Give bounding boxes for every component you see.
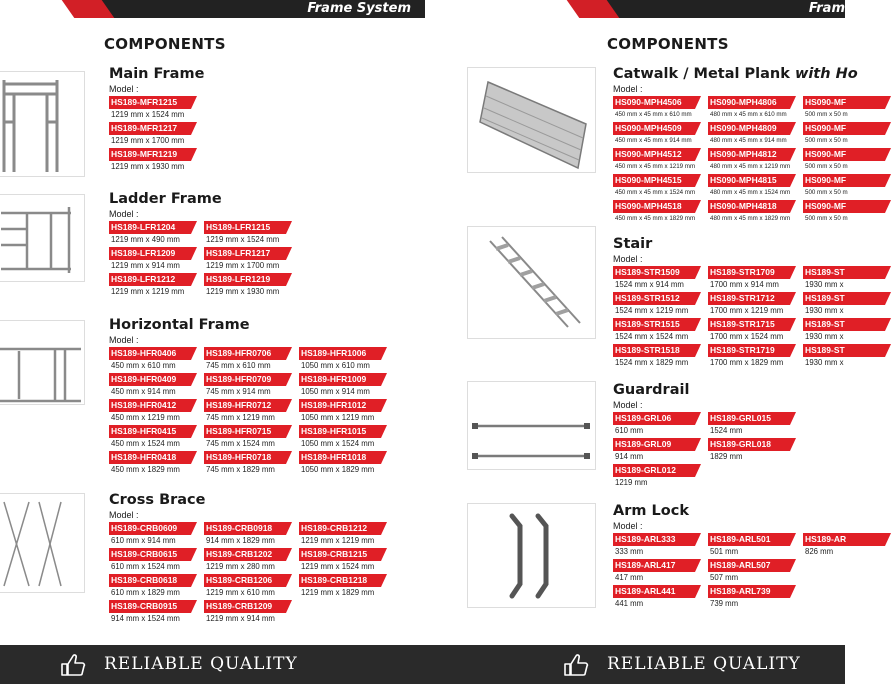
model-code: HS189-MFR1217 xyxy=(109,122,191,135)
model-entry xyxy=(109,96,199,122)
model-code: HS090-MPH4509 xyxy=(613,122,695,135)
model-dimension: 1700 mm x 914 mm xyxy=(710,280,779,289)
model-code: HS189-ARL507 xyxy=(708,559,790,572)
model-dimension: 745 mm x 1219 mm xyxy=(206,413,275,422)
model-entry xyxy=(708,200,798,226)
model-entry xyxy=(803,122,848,148)
model-label: Model : xyxy=(613,521,643,531)
model-entry xyxy=(613,412,703,438)
model-dimension: 1219 mm x 1524 mm xyxy=(301,562,375,571)
model-code: HS189-STR1709 xyxy=(708,266,790,279)
model-entry xyxy=(109,451,199,477)
model-dimension: 450 mm x 914 mm xyxy=(111,387,176,396)
model-entry xyxy=(299,548,389,574)
model-entry xyxy=(613,292,703,318)
model-code: HS189-HFR1006 xyxy=(299,347,381,360)
model-code: HS189-GRL015 xyxy=(708,412,790,425)
model-entry xyxy=(803,174,848,200)
model-entry xyxy=(708,438,798,464)
model-dimension: 1700 mm x 1829 mm xyxy=(710,358,784,367)
model-dimension: 826 mm xyxy=(805,547,834,556)
model-code: HS189-CRB0918 xyxy=(204,522,286,535)
model-dimension: 610 mm xyxy=(615,426,644,435)
model-entry xyxy=(708,344,798,370)
model-code: HS189-HFR0709 xyxy=(204,373,286,386)
page-heading: COMPONENTS xyxy=(104,35,226,53)
model-dimension: 500 mm x 50 m xyxy=(805,215,848,222)
model-entry xyxy=(708,174,798,200)
model-dimension: 500 mm x 50 m xyxy=(805,111,848,118)
model-code: HS189-HFR1012 xyxy=(299,399,381,412)
model-code: HS189-HFR1009 xyxy=(299,373,381,386)
model-entry xyxy=(708,292,798,318)
model-code: HS090-MF xyxy=(803,96,885,109)
model-dimension: 745 mm x 1524 mm xyxy=(206,439,275,448)
model-entry xyxy=(708,412,798,438)
model-dimension: 1219 mm x 1829 mm xyxy=(301,588,375,597)
banner-title: Frame System xyxy=(307,1,411,16)
banner-accent xyxy=(567,0,620,18)
model-dimension: 333 mm xyxy=(615,547,644,556)
model-code: HS189-STR1712 xyxy=(708,292,790,305)
model-code: HS090-MF xyxy=(803,148,885,161)
model-dimension: 450 mm x 1524 mm xyxy=(111,439,180,448)
section-title: Stair xyxy=(613,236,653,252)
thumbs-up-icon xyxy=(563,653,589,677)
model-code: HS189-CRB0915 xyxy=(109,600,191,613)
model-entry xyxy=(299,399,389,425)
model-code: HS189-LFR1212 xyxy=(109,273,191,286)
model-code: HS090-MPH4809 xyxy=(708,122,790,135)
section-arm-lock xyxy=(613,503,847,608)
model-dimension: 1050 mm x 610 mm xyxy=(301,361,370,370)
section-guardrail xyxy=(613,382,771,487)
model-dimension: 914 mm x 1829 mm xyxy=(206,536,275,545)
model-entry xyxy=(204,247,294,273)
section-metal-plank xyxy=(613,66,858,222)
model-dimension: 1700 mm x 1219 mm xyxy=(710,306,784,315)
model-dimension: 610 mm x 1524 mm xyxy=(111,562,180,571)
model-entry xyxy=(613,200,703,226)
model-entry xyxy=(204,273,294,299)
model-entry xyxy=(613,318,703,344)
model-dimension: 1219 mm x 1219 mm xyxy=(301,536,375,545)
model-code: HS189-HFR0712 xyxy=(204,399,286,412)
model-entry xyxy=(708,585,798,611)
model-entry xyxy=(613,344,703,370)
model-dimension: 1219 mm x 490 mm xyxy=(111,235,180,244)
model-code: HS189-CRB1218 xyxy=(299,574,381,587)
model-dimension: 500 mm x 50 m xyxy=(805,189,848,196)
model-code: HS189-STR1509 xyxy=(613,266,695,279)
model-dimension: 501 mm xyxy=(710,547,739,556)
model-code: HS090-MF xyxy=(803,200,885,213)
model-code: HS189-ST xyxy=(803,266,885,279)
model-entry xyxy=(613,438,703,464)
model-code: HS189-CRB1206 xyxy=(204,574,286,587)
footer-slogan: RELIABLE QUALITY xyxy=(104,654,298,674)
model-code: HS189-STR1715 xyxy=(708,318,790,331)
model-dimension: 1930 mm x xyxy=(805,306,844,315)
model-entry xyxy=(613,96,703,122)
model-code: HS189-HFR0406 xyxy=(109,347,191,360)
model-dimension: 1219 mm xyxy=(615,478,648,487)
metal-plank-image xyxy=(467,67,596,173)
model-code: HS189-GRL06 xyxy=(613,412,695,425)
model-entry xyxy=(613,559,703,585)
left-footer xyxy=(0,645,422,684)
model-dimension: 500 mm x 50 m xyxy=(805,137,848,144)
model-code: HS189-CRB0609 xyxy=(109,522,191,535)
model-dimension: 1524 mm x 1524 mm xyxy=(615,332,689,341)
model-dimension: 1700 mm x 1524 mm xyxy=(710,332,784,341)
model-code: HS189-LFR1219 xyxy=(204,273,286,286)
model-dimension: 450 mm x 610 mm xyxy=(111,361,176,370)
model-code: HS189-ARL501 xyxy=(708,533,790,546)
model-code: HS189-HFR0715 xyxy=(204,425,286,438)
model-dimension: 745 mm x 610 mm xyxy=(206,361,271,370)
model-dimension: 1524 mm xyxy=(710,426,743,435)
main-frame-image xyxy=(0,71,85,177)
model-code: HS090-MPH4815 xyxy=(708,174,790,187)
model-entry xyxy=(708,533,798,559)
model-entry xyxy=(299,347,389,373)
model-code: HS090-MPH4506 xyxy=(613,96,695,109)
model-entry xyxy=(109,273,199,299)
model-entry xyxy=(299,425,389,451)
model-dimension: 450 mm x 1219 mm xyxy=(111,413,180,422)
model-code: HS189-STR1515 xyxy=(613,318,695,331)
model-dimension: 450 mm x 45 mm x 1219 mm xyxy=(615,163,696,170)
model-code: HS189-ARL739 xyxy=(708,585,790,598)
model-code: HS189-GRL012 xyxy=(613,464,695,477)
model-dimension: 1930 mm x xyxy=(805,358,844,367)
model-entry xyxy=(708,96,798,122)
model-code: HS189-HFR1015 xyxy=(299,425,381,438)
model-dimension: 417 mm xyxy=(615,573,644,582)
model-entry xyxy=(109,148,199,174)
model-entry xyxy=(613,174,703,200)
model-entry xyxy=(803,344,845,370)
banner-accent xyxy=(62,0,115,18)
model-entry xyxy=(204,373,294,399)
model-entry xyxy=(109,522,199,548)
section-horizontal-frame xyxy=(109,317,375,474)
model-code: HS189-HFR0415 xyxy=(109,425,191,438)
model-dimension: 914 mm x 1524 mm xyxy=(111,614,180,623)
model-dimension: 480 mm x 45 mm x 914 mm xyxy=(710,137,787,144)
model-code: HS189-AR xyxy=(803,533,885,546)
model-code: HS189-CRB1202 xyxy=(204,548,286,561)
cross-brace-image xyxy=(0,493,85,593)
model-dimension: 441 mm xyxy=(615,599,644,608)
model-entry xyxy=(803,292,845,318)
model-label: Model : xyxy=(613,84,643,94)
model-dimension: 1930 mm x xyxy=(805,280,844,289)
model-code: HS189-HFR1018 xyxy=(299,451,381,464)
section-title-emphasis: with Ho xyxy=(794,66,858,82)
model-entry xyxy=(204,221,294,247)
model-entry xyxy=(109,425,199,451)
model-code: HS189-STR1719 xyxy=(708,344,790,357)
model-entry xyxy=(109,574,199,600)
model-dimension: 450 mm x 45 mm x 1524 mm xyxy=(615,189,696,196)
model-code: HS189-HFR0706 xyxy=(204,347,286,360)
model-dimension: 1219 mm x 610 mm xyxy=(206,588,275,597)
model-code: HS189-HFR0409 xyxy=(109,373,191,386)
model-code: HS090-MPH4818 xyxy=(708,200,790,213)
model-dimension: 1829 mm xyxy=(710,452,743,461)
model-entry xyxy=(109,600,199,626)
model-dimension: 745 mm x 1829 mm xyxy=(206,465,275,474)
model-dimension: 480 mm x 45 mm x 1219 mm xyxy=(710,163,791,170)
model-entry xyxy=(803,200,848,226)
section-title: Horizontal Frame xyxy=(109,317,250,333)
model-label: Model : xyxy=(613,400,643,410)
model-code: HS189-ST xyxy=(803,318,885,331)
model-code: HS189-CRB1212 xyxy=(299,522,381,535)
model-dimension: 1050 mm x 1829 mm xyxy=(301,465,375,474)
model-dimension: 1050 mm x 914 mm xyxy=(301,387,370,396)
model-dimension: 450 mm x 45 mm x 914 mm xyxy=(615,137,692,144)
section-ladder-frame xyxy=(109,191,280,296)
model-label: Model : xyxy=(109,84,139,94)
model-entry xyxy=(109,221,199,247)
model-dimension: 1050 mm x 1524 mm xyxy=(301,439,375,448)
model-dimension: 1219 mm x 1700 mm xyxy=(111,136,185,145)
model-entry xyxy=(204,600,294,626)
model-code: HS189-MFR1219 xyxy=(109,148,191,161)
guardrail-image xyxy=(467,381,596,470)
page-heading: COMPONENTS xyxy=(607,35,729,53)
model-entry xyxy=(299,522,389,548)
model-entry xyxy=(204,548,294,574)
model-code: HS189-HFR0718 xyxy=(204,451,286,464)
model-entry xyxy=(204,451,294,477)
model-entry xyxy=(708,148,798,174)
model-code: HS189-LFR1215 xyxy=(204,221,286,234)
model-dimension: 450 mm x 45 mm x 610 mm xyxy=(615,111,692,118)
model-entry xyxy=(109,247,199,273)
model-code: HS189-CRB0618 xyxy=(109,574,191,587)
model-entry xyxy=(204,522,294,548)
model-code: HS189-MFR1215 xyxy=(109,96,191,109)
model-dimension: 1930 mm x xyxy=(805,332,844,341)
model-dimension: 1524 mm x 914 mm xyxy=(615,280,684,289)
thumbs-up-icon xyxy=(60,653,86,677)
model-entry xyxy=(109,373,199,399)
model-entry xyxy=(204,574,294,600)
section-title: Main Frame xyxy=(109,66,205,82)
stair-image xyxy=(467,226,596,339)
model-dimension: 1219 mm x 914 mm xyxy=(111,261,180,270)
model-dimension: 1219 mm x 1930 mm xyxy=(206,287,280,296)
model-entry xyxy=(109,548,199,574)
section-title: Ladder Frame xyxy=(109,191,222,207)
section-stair xyxy=(613,236,845,367)
model-code: HS189-ARL441 xyxy=(613,585,695,598)
model-dimension: 1219 mm x 1524 mm xyxy=(111,110,185,119)
model-entry xyxy=(109,122,199,148)
model-label: Model : xyxy=(109,209,139,219)
model-dimension: 1219 mm x 1700 mm xyxy=(206,261,280,270)
model-code: HS189-HFR0412 xyxy=(109,399,191,412)
arm-lock-image xyxy=(467,503,596,608)
model-code: HS189-HFR0418 xyxy=(109,451,191,464)
model-label: Model : xyxy=(109,510,139,520)
model-entry xyxy=(708,266,798,292)
model-entry xyxy=(204,425,294,451)
model-entry xyxy=(803,148,848,174)
right-top-banner xyxy=(595,0,845,18)
model-entry xyxy=(803,533,845,559)
model-dimension: 1219 mm x 1219 mm xyxy=(111,287,185,296)
section-title xyxy=(613,66,858,82)
ladder-frame-image xyxy=(0,194,85,282)
model-code: HS189-LFR1209 xyxy=(109,247,191,260)
model-dimension: 1219 mm x 914 mm xyxy=(206,614,275,623)
model-code: HS090-MPH4518 xyxy=(613,200,695,213)
model-entry xyxy=(803,318,845,344)
model-code: HS189-GRL09 xyxy=(613,438,695,451)
section-title-text: Catwalk / Metal Plank xyxy=(613,66,795,82)
model-code: HS189-ARL333 xyxy=(613,533,695,546)
model-code: HS189-ST xyxy=(803,292,885,305)
model-entry xyxy=(613,464,703,490)
model-dimension: 914 mm xyxy=(615,452,644,461)
section-title: Guardrail xyxy=(613,382,690,398)
section-cross-brace xyxy=(109,492,375,623)
model-code: HS189-CRB1209 xyxy=(204,600,286,613)
model-label: Model : xyxy=(613,254,643,264)
model-code: HS189-LFR1217 xyxy=(204,247,286,260)
model-code: HS189-CRB0615 xyxy=(109,548,191,561)
model-entry xyxy=(299,574,389,600)
model-dimension: 450 mm x 45 mm x 1829 mm xyxy=(615,215,696,222)
model-dimension: 1219 mm x 280 mm xyxy=(206,562,275,571)
model-entry xyxy=(613,122,703,148)
model-code: HS189-LFR1204 xyxy=(109,221,191,234)
model-dimension: 480 mm x 45 mm x 610 mm xyxy=(710,111,787,118)
model-dimension: 1524 mm x 1829 mm xyxy=(615,358,689,367)
model-dimension: 610 mm x 1829 mm xyxy=(111,588,180,597)
model-code: HS189-ST xyxy=(803,344,885,357)
model-code: HS090-MPH4806 xyxy=(708,96,790,109)
section-title: Arm Lock xyxy=(613,503,689,519)
model-entry xyxy=(708,559,798,585)
model-dimension: 1219 mm x 1524 mm xyxy=(206,235,280,244)
model-dimension: 1050 mm x 1219 mm xyxy=(301,413,375,422)
model-dimension: 1524 mm x 1219 mm xyxy=(615,306,689,315)
model-label: Model : xyxy=(109,335,139,345)
model-entry xyxy=(803,96,848,122)
model-entry xyxy=(613,148,703,174)
model-dimension: 500 mm x 50 m xyxy=(805,163,848,170)
model-entry xyxy=(109,399,199,425)
model-entry xyxy=(299,451,389,477)
model-code: HS090-MPH4515 xyxy=(613,174,695,187)
left-top-banner xyxy=(90,0,425,18)
model-code: HS090-MF xyxy=(803,122,885,135)
banner-title: Fram xyxy=(808,1,845,16)
model-entry xyxy=(204,347,294,373)
model-entry xyxy=(109,347,199,373)
model-entry xyxy=(613,266,703,292)
model-entry xyxy=(204,399,294,425)
model-code: HS090-MPH4512 xyxy=(613,148,695,161)
model-dimension: 480 mm x 45 mm x 1524 mm xyxy=(710,189,791,196)
model-dimension: 745 mm x 914 mm xyxy=(206,387,271,396)
footer-slogan: RELIABLE QUALITY xyxy=(607,654,801,674)
model-code: HS189-GRL018 xyxy=(708,438,790,451)
model-dimension: 507 mm xyxy=(710,573,739,582)
model-code: HS090-MPH4812 xyxy=(708,148,790,161)
horizontal-frame-image xyxy=(0,320,85,405)
model-entry xyxy=(708,122,798,148)
right-footer xyxy=(422,645,845,684)
model-entry xyxy=(299,373,389,399)
model-dimension: 739 mm xyxy=(710,599,739,608)
model-entry xyxy=(613,585,703,611)
section-main-frame xyxy=(109,66,205,171)
model-code: HS090-MF xyxy=(803,174,885,187)
model-dimension: 1219 mm x 1930 mm xyxy=(111,162,185,171)
model-entry xyxy=(708,318,798,344)
model-entry xyxy=(803,266,845,292)
model-code: HS189-CRB1215 xyxy=(299,548,381,561)
model-dimension: 480 mm x 45 mm x 1829 mm xyxy=(710,215,791,222)
model-dimension: 610 mm x 914 mm xyxy=(111,536,176,545)
model-dimension: 450 mm x 1829 mm xyxy=(111,465,180,474)
section-title: Cross Brace xyxy=(109,492,206,508)
model-code: HS189-ARL417 xyxy=(613,559,695,572)
model-code: HS189-STR1512 xyxy=(613,292,695,305)
model-code: HS189-STR1518 xyxy=(613,344,695,357)
model-entry xyxy=(613,533,703,559)
